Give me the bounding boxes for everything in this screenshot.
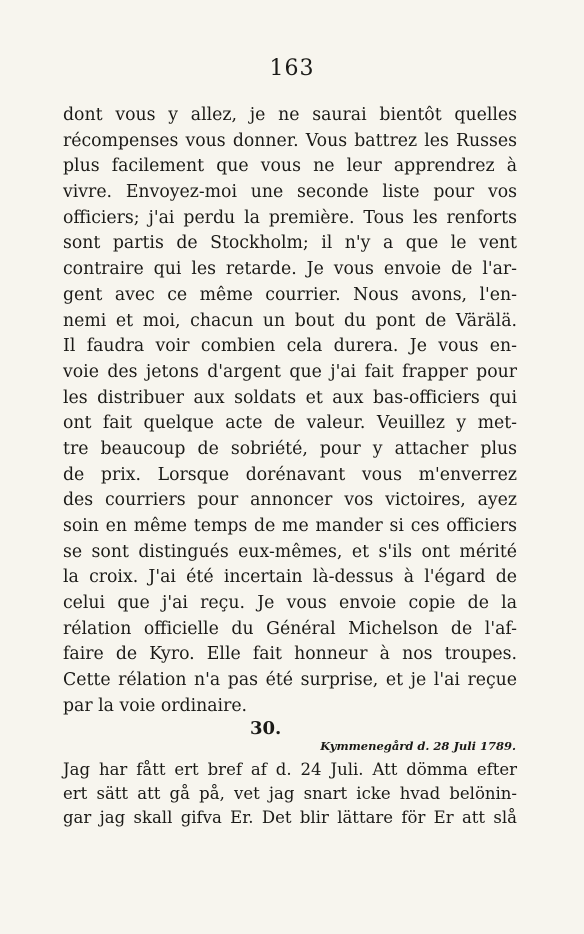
text-line: ont fait quelque acte de valeur. Veuillez y met- bbox=[63, 413, 517, 434]
text-line: ert sätt att gå på, vet jag snart icke hvad belönin- bbox=[63, 784, 517, 803]
text-line: plus facilement que vous ne leur apprendrez à bbox=[63, 156, 517, 177]
text-line: faire de Kyro. Elle fait honneur à nos troupes. bbox=[63, 644, 517, 665]
text-line: se sont distingués eux-mêmes, et s'ils ont mérité bbox=[63, 541, 517, 562]
text-line: Jag har fått ert bref af d. 24 Juli. Att dömma efter bbox=[63, 760, 517, 779]
french-letter-text bbox=[63, 103, 517, 720]
text-line: gar jag skall gifva Er. Det blir lättare för Er att slå bbox=[63, 808, 517, 827]
text-line: vivre. Envoyez-moi une seconde liste pour vos bbox=[63, 182, 517, 203]
page-number: 163 bbox=[269, 56, 315, 81]
text-line: sont partis de Stockholm; il n'y a que le vent bbox=[63, 233, 517, 254]
text-line: gent avec ce même courrier. Nous avons, l'en- bbox=[63, 284, 517, 305]
text-line: de prix. Lorsque dorénavant vous m'enverrez bbox=[63, 464, 517, 485]
text-line: soin en même temps de me mander si ces officiers bbox=[63, 516, 517, 536]
text-line: les distribuer aux soldats et aux bas-officiers qui bbox=[63, 387, 517, 408]
text-line: la croix. J'ai été incertain là-dessus à l'égard de bbox=[63, 567, 517, 588]
text-line: celui que j'ai reçu. Je vous envoie copie de la bbox=[63, 593, 517, 614]
letter-number: 30. bbox=[250, 718, 282, 739]
text-line: par la voie ordinaire. bbox=[63, 695, 248, 716]
text-line: tre beaucoup de sobriété, pour y attacher plus bbox=[63, 438, 517, 459]
letter-dateline: Kymmenegård d. 28 Juli 1789. bbox=[320, 739, 516, 753]
text-line: récompenses vous donner. Vous battrez les Russes bbox=[63, 130, 517, 151]
text-line: contraire qui les retarde. Je vous envoie de l'ar- bbox=[63, 259, 517, 280]
text-line: Cette rélation n'a pas été surprise, et je l'ai reçue bbox=[63, 670, 517, 691]
text-line: nemi et moi, chacun un bout du pont de Värälä. bbox=[63, 310, 517, 331]
text-line: rélation officielle du Général Michelson de l'af- bbox=[63, 618, 517, 639]
text-line: des courriers pour annoncer vos victoires, ayez bbox=[63, 490, 517, 511]
text-line: Il faudra voir combien cela durera. Je vous en- bbox=[63, 336, 517, 357]
swedish-letter-text bbox=[63, 758, 517, 830]
text-line: officiers; j'ai perdu la première. Tous les renforts bbox=[63, 207, 517, 228]
text-line: voie des jetons d'argent que j'ai fait frapper pour bbox=[63, 361, 517, 382]
text-line: dont vous y allez, je ne saurai bientôt quelles bbox=[63, 105, 517, 125]
